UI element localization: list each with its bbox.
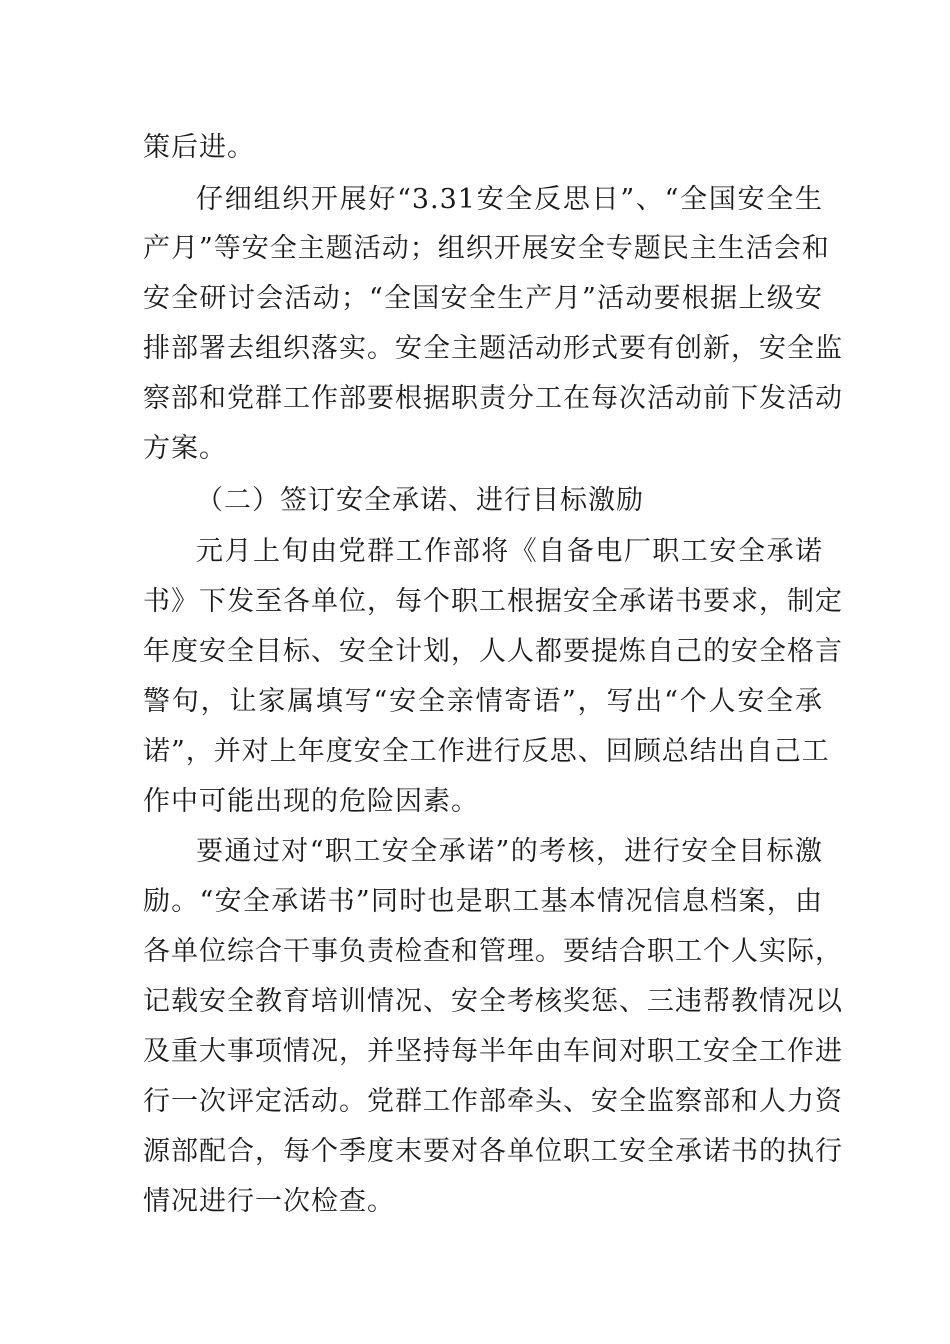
paragraph-line: 源部配合，每个季度末要对各单位职工安全承诺书的执行 [143, 1136, 843, 1167]
paragraph-line: 方案。 [143, 433, 227, 464]
paragraph-line: 励。“安全承诺书”同时也是职工基本情况信息档案，由 [143, 886, 823, 917]
paragraph-line: 年度安全目标、安全计划，人人都要提炼自己的安全格言 [143, 636, 843, 667]
paragraph-line: 记载安全教育培训情况、安全考核奖惩、三违帮教情况以 [143, 986, 843, 1017]
paragraph-line: 产月”等安全主题活动；组织开展安全专题民主生活会和 [143, 233, 830, 264]
paragraph-line: 排部署去组织落实。安全主题活动形式要有创新，安全监 [143, 333, 843, 364]
paragraph-line: 警句，让家属填写“安全亲情寄语”，写出“个人安全承 [143, 686, 823, 717]
paragraph-line: 察部和党群工作部要根据职责分工在每次活动前下发活动 [143, 383, 843, 414]
paragraph-line: 元月上旬由党群工作部将《自备电厂职工安全承诺 [196, 536, 823, 567]
paragraph-line: 情况进行一次检查。 [143, 1186, 395, 1217]
paragraph-line: 诺”，并对上年度安全工作进行反思、回顾总结出自己工 [143, 736, 830, 767]
paragraph-line: 安全研讨会活动；“全国安全生产月”活动要根据上级安 [143, 283, 823, 314]
section-heading: （二）签订安全承诺、进行目标激励 [196, 485, 644, 516]
paragraph-line: 要通过对“职工安全承诺”的考核，进行安全目标激 [196, 836, 823, 867]
paragraph-line: 行一次评定活动。党群工作部牵头、安全监察部和人力资 [143, 1086, 843, 1117]
paragraph-line: 书》下发至各单位，每个职工根据安全承诺书要求，制定 [143, 586, 843, 617]
paragraph-line: 仔细组织开展好“3.31安全反思日”、“全国安全生 [196, 184, 823, 215]
paragraph-line: 各单位综合干事负责检查和管理。要结合职工个人实际， [143, 936, 843, 967]
paragraph-line: 策后进。 [143, 132, 255, 163]
paragraph-line: 及重大事项情况，并坚持每半年由车间对职工安全工作进 [143, 1036, 843, 1067]
paragraph-line: 作中可能出现的危险因素。 [143, 786, 479, 817]
